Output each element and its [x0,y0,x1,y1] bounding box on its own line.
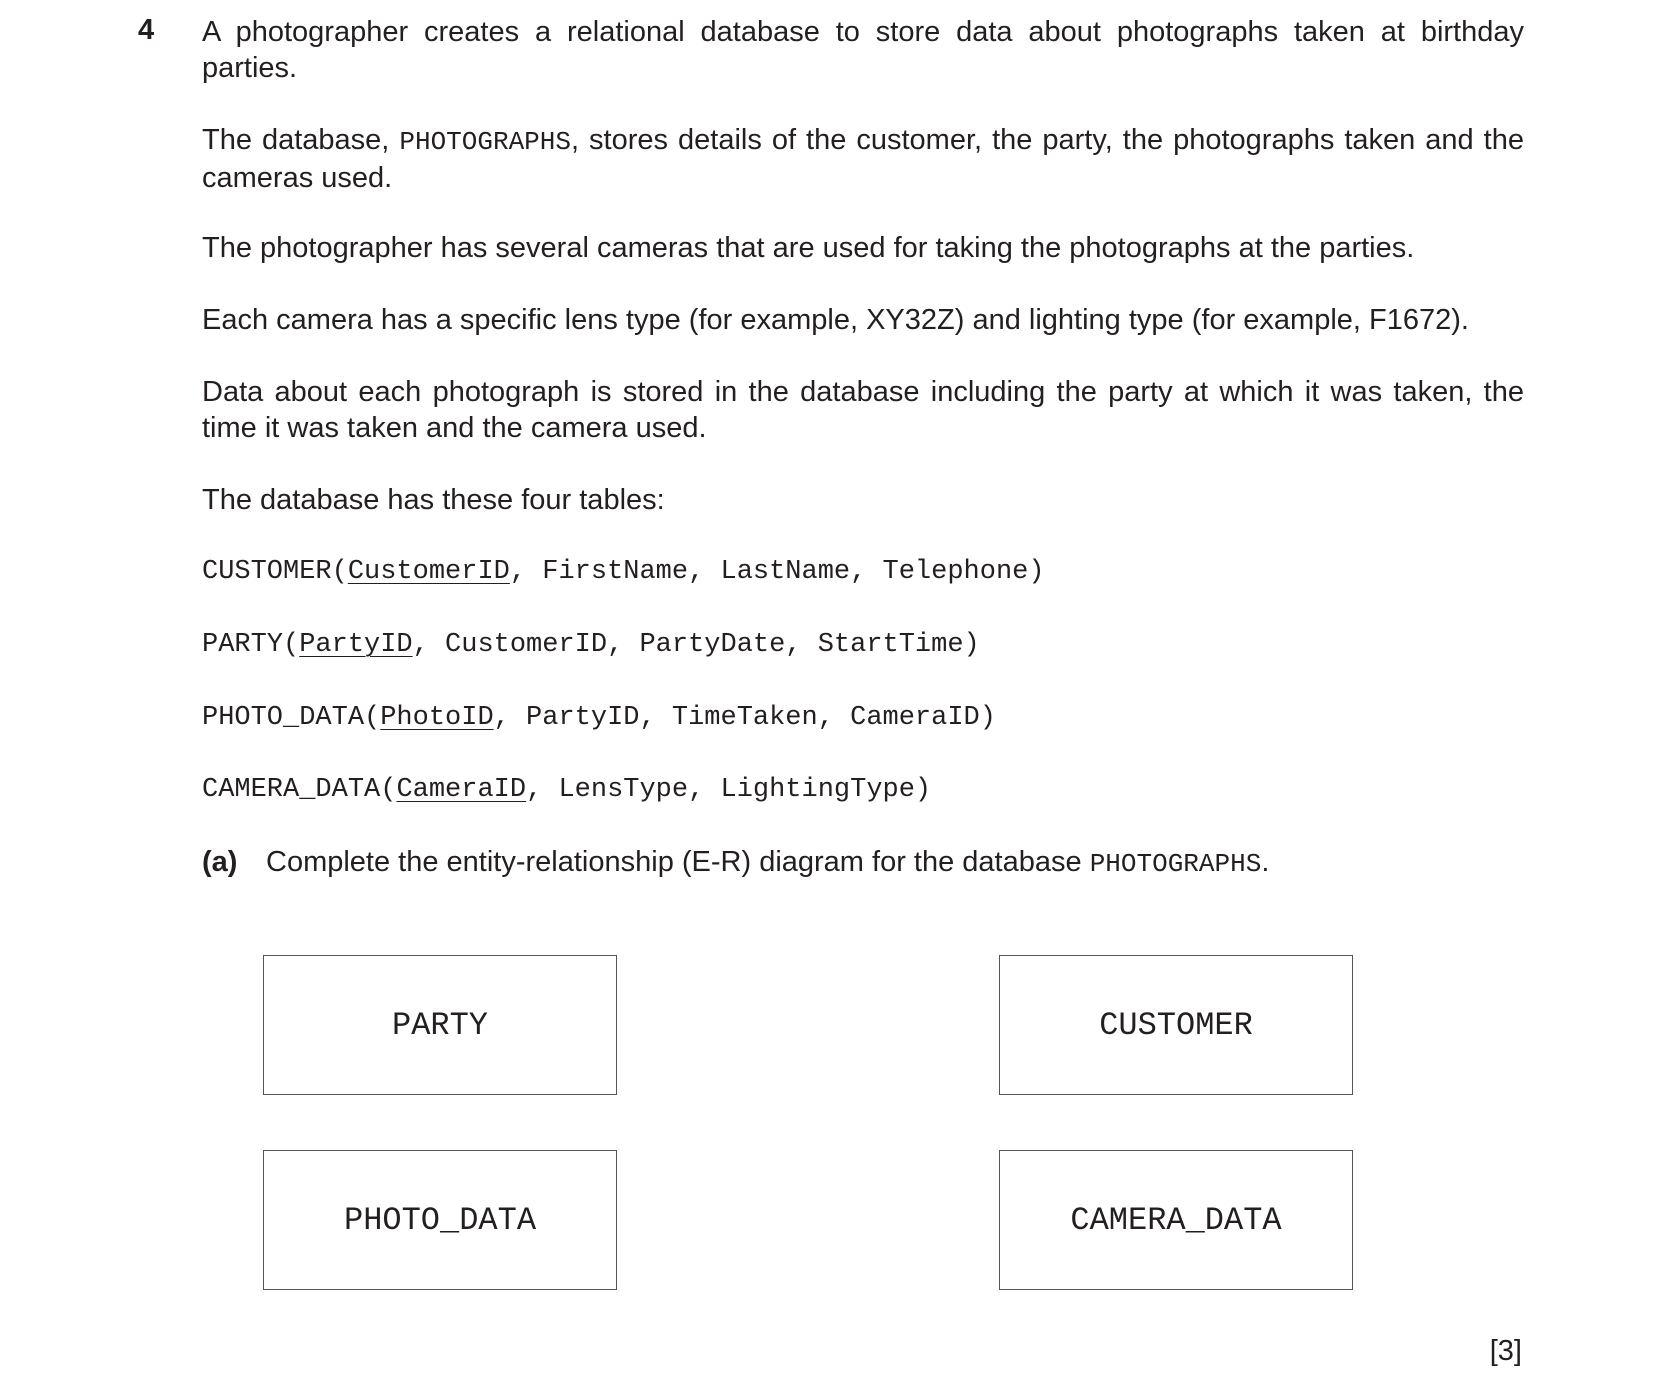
table-open-paren: ( [283,630,300,660]
table-name: PHOTO_DATA [202,703,365,733]
primary-key: PhotoID [380,703,494,733]
table-name: PARTY [202,630,284,660]
part-a-label: (a) [202,846,238,878]
table-definition-party [202,630,980,660]
part-a-question [202,846,1269,879]
primary-key: PartyID [299,630,413,660]
intro-paragraph-4: Each camera has a specific lens type (for example, XY32Z) and lighting type (for example, F1672). [202,304,1469,336]
database-name: PHOTOGRAPHS [399,127,571,157]
part-a-text: Complete the entity-relationship (E-R) diagram for the database [266,846,1090,878]
entity-label: CUSTOMER [1099,1006,1253,1044]
entity-label: PARTY [391,1006,488,1044]
table-definition-camera-data [202,775,931,805]
intro-paragraph-2 [202,122,1524,196]
intro-2-after: , stores details of the customer, the party, the photographs taken and the cameras used. [202,124,1524,194]
intro-paragraph-6: The database has these four tables: [202,484,665,516]
table-open-paren: ( [331,557,348,587]
table-fields: , PartyID, TimeTaken, CameraID) [493,703,996,733]
intro-paragraph-1: A photographer creates a relational database to store data about photographs taken at birthday parties. [202,16,1524,84]
table-open-paren: ( [380,775,397,805]
table-open-paren: ( [364,703,381,733]
marks-allocation: [3] [1489,1335,1522,1367]
primary-key: CustomerID [347,557,510,587]
table-fields: , LensType, LightingType) [526,775,932,805]
question-number: 4 [138,14,155,46]
entity-label: PHOTO_DATA [343,1201,537,1239]
table-name: CUSTOMER [202,557,332,587]
entity-camera-data [999,1150,1353,1290]
part-a-database-name: PHOTOGRAPHS [1089,849,1262,879]
entity-customer [999,955,1353,1095]
table-definition-photo-data [202,703,996,733]
primary-key: CameraID [396,775,527,805]
intro-paragraph-5: Data about each photograph is stored in the database including the party at which it was taken, the time it was taken and the camera used. [202,376,1524,444]
table-fields: , FirstName, LastName, Telephone) [509,557,1045,587]
intro-2-before: The database, [202,124,400,156]
entity-party [263,955,617,1095]
table-name: CAMERA_DATA [202,775,381,805]
intro-paragraph-3: The photographer has several cameras that are used for taking the photographs at the parties. [202,232,1415,264]
entity-label: CAMERA_DATA [1070,1201,1282,1239]
table-definition-customer [202,557,1045,587]
table-fields: , CustomerID, PartyDate, StartTime) [412,630,980,660]
entity-photo-data [263,1150,617,1290]
part-a-end: . [1261,846,1270,878]
